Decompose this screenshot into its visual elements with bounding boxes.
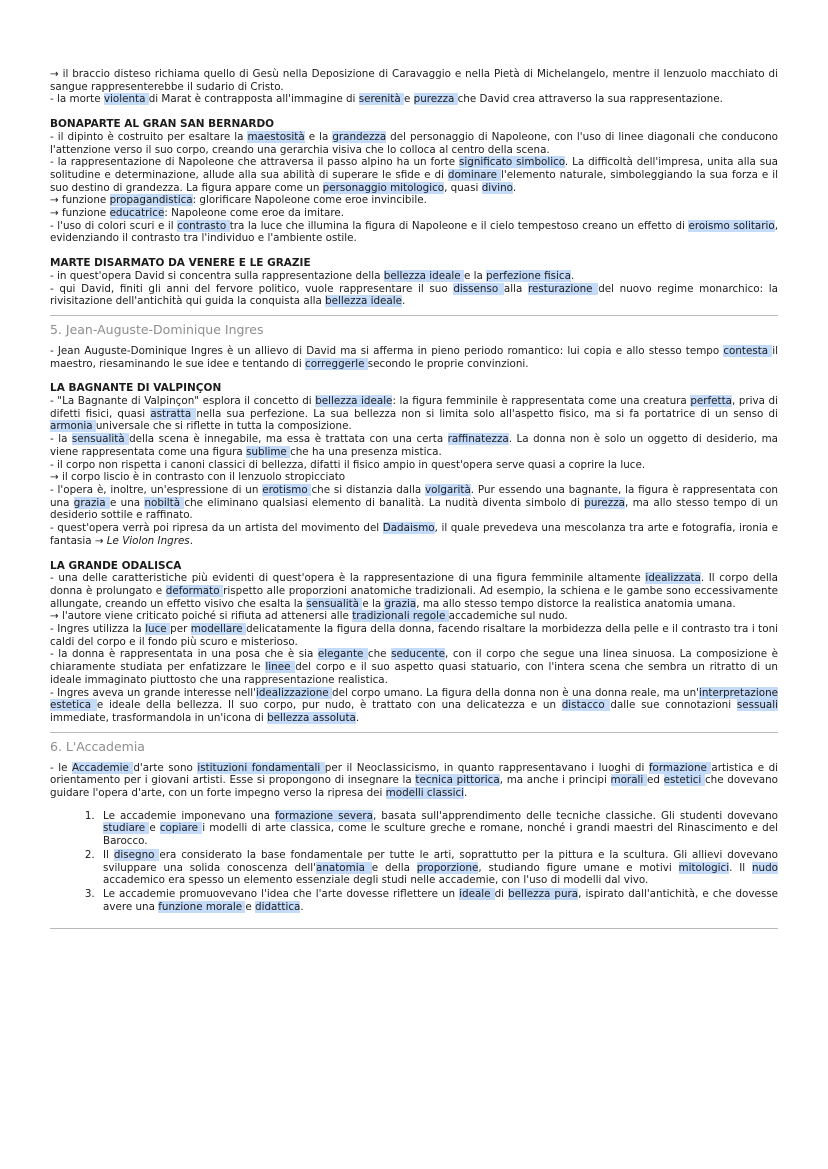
odalisca-heading: LA GRANDE ODALISCA	[50, 559, 182, 572]
section-6-heading: 6. L'Accademia	[50, 738, 145, 754]
bagnante-paragraph-4: → il corpo liscio è in contrasto con il lenzuolo stropicciato	[50, 471, 346, 484]
list-item: 3. Le accademie promuovevano l'idea che l'arte dovesse riflettere un ideale di bellezza pura, ispirato dall'antichità, e che dovesse avere una funzione morale e didattica.	[98, 888, 778, 913]
marte-paragraph-2: - qui David, finiti gli anni del fervore politico, vuole rappresentare il suo dissenso alla resturazione del nuovo regime monarchico: la rivisitazione dell'antichità qui guida la conquista alla bellezza ideale.	[50, 282, 778, 308]
bagnante-paragraph-3: - il corpo non rispetta i canoni classici di bellezza, difatti il fisico ampio in quest'opera serve quasi a coprire la luce.	[50, 458, 646, 471]
marte-paragraph-1: - in quest'opera David si concentra sulla rappresentazione della bellezza ideale e la perfezione fisica.	[50, 269, 575, 282]
bonaparte-heading: BONAPARTE AL GRAN SAN BERNARDO	[50, 118, 275, 131]
list-item: 2. Il disegno era considerato la base fondamentale per tutte le arti, soprattutto per la pittura e la scultura. Gli allievi dovevano sviluppare una solida conoscenza dell'anatomia e della proporzione, studiando figure umane e motivi mitologici. Il nudo accademico era spesso un elemento essenziale degli studi nelle accademie, con l'uso di modelli dal vivo.	[98, 849, 778, 887]
section-divider-3	[50, 928, 778, 929]
bonaparte-paragraph-3: → funzione propagandistica: glorificare Napoleone come eroe invincibile.	[50, 194, 427, 207]
odalisca-paragraph-3: - Ingres utilizza la luce per modellare delicatamente la figura della donna, facendo risaltare la morbidezza della pelle e il contrasto tra i toni caldi del corpo e il fondo più scuro e misterioso.	[50, 623, 778, 648]
odalisca-paragraph-5: - Ingres aveva un grande interesse nell'idealizzazione del corpo umano. La figura della donna non è una donna reale, ma un'interpretazione estetica e ideale della bellezza. Il suo corpo, pur nudo, è trattato con una delicatezza e un distacco dalle sue connotazioni sessuali immediate, trasformandola in un'icona di bellezza assoluta.	[50, 686, 778, 724]
odalisca-paragraph-1: - una delle caratteristiche più evidenti di quest'opera è la rappresentazione di una figura femminile altamente idealizzata. Il corpo della donna è prolungato e deformato rispetto alle proporzioni anatomiche tradizionali. Ad esempio, la schiena e le gambe sono eccessivamente allungate, creando un effetto visivo che esalta la sensualità e la grazia, ma allo stesso tempo distorce la realistica anatomia umana.	[50, 572, 778, 610]
intro-paragraph-1: → il braccio disteso richiama quello di Gesù nella Deposizione di Caravaggio e nella Pietà di Michelangelo, mentre il lenzuolo macchiato di sangue rappresenterebbe il sudario di Cristo.	[50, 68, 778, 93]
accademia-paragraph: - le Accademie d'arte sono istituzioni fondamentali per il Neoclassicismo, in quanto rappresentavano i luoghi di formazione artistica e di orientamento per i giovani artisti. Esse si propongono di insegnare la tecnica pittorica, ma anche i principi morali ed estetici che dovevano guidare l'opera d'arte, con un forte impegno verso la ripresa dei modelli classici.	[50, 761, 779, 800]
list-item: 1. Le accademie imponevano una formazione severa, basata sull'apprendimento delle tecniche classiche. Gli studenti dovevano studiare e copiare i modelli di arte classica, come le sculture greche e romane, nonché i grandi maestri del Rinascimento e del Barocco.	[98, 810, 778, 848]
section-5-heading: 5. Jean-Auguste-Dominique Ingres	[50, 321, 264, 337]
accademia-list	[50, 810, 778, 914]
bonaparte-paragraph-5: - l'uso di colori scuri e il contrasto tra la luce che illumina la figura di Napoleone e il cielo tempestoso creano un effetto di eroismo solitario, evidenziando il contrasto tra l'individuo e l'ambiente ostile.	[50, 219, 778, 245]
intro-paragraph-2: - la morte violenta di Marat è contrapposta all'immagine di serenità e purezza che David crea attraverso la sua rappresentazione.	[50, 93, 723, 106]
odalisca-paragraph-2: → l'autore viene criticato poiché si rifiuta ad attenersi alle tradizionali regole accademiche sul nudo.	[50, 610, 568, 623]
section-divider-1	[50, 315, 778, 316]
bagnante-heading: LA BAGNANTE DI VALPINÇON	[50, 382, 222, 395]
odalisca-paragraph-4: - la donna è rappresentata in una posa che è sia elegante che seducente, con il corpo che segue una linea sinuosa. La composizione è chiaramente studiata per enfatizzare le linee del corpo e il suo aspetto quasi statuario, con l'intera scena che sembra un ritratto di un ideale immaginato piuttosto che una rappresentazione realistica.	[50, 648, 778, 686]
section-divider-2	[50, 732, 778, 733]
bonaparte-paragraph-1: - il dipinto è costruito per esaltare la maestosità e la grandezza del personaggio di Napoleone, con l'uso di linee diagonali che conducono l'attenzione verso il suo corpo, creando una gerarchia visiva che lo colloca al centro della scena.	[50, 130, 778, 156]
bagnante-paragraph-5: - l'opera è, inoltre, un'espressione di un erotismo che si distanzia dalla volgarità. Pur essendo una bagnante, la figura è rappresentata con una grazia e una nobiltà che eliminano qualsiasi elemento di banalità. La nudità diventa simbolo di purezza, ma allo stesso tempo di un desiderio sottile e raffinato.	[50, 483, 778, 522]
ingres-intro-paragraph: - Jean Auguste-Dominique Ingres è un allievo di David ma si afferma in pieno periodo romantico: lui copia e allo stesso tempo contesta il maestro, riesaminando le sue idee e tentando di correggerle secondo le proprie convinzioni.	[50, 344, 779, 370]
bagnante-paragraph-6: - quest'opera verrà poi ripresa da un artista del movimento del Dadaismo, il quale prevedeva una mescolanza tra arte e fotografia, ironia e fantasia → Le Violon Ingres.	[50, 522, 778, 547]
bagnante-paragraph-2: - la sensualità della scena è innegabile, ma essa è trattata con una certa raffinatezza. La donna non è solo un oggetto di desiderio, ma viene rappresentata come una figura sublime che ha una presenza mistica.	[50, 433, 778, 458]
bagnante-paragraph-1: - "La Bagnante di Valpinçon" esplora il concetto di bellezza ideale: la figura femminile è rappresentata come una creatura perfetta, priva di difetti fisici, quasi astratta nella sua perfezione. La sua bellezza non si limita solo all'aspetto fisico, ma si fa portatrice di un senso di armonia universale che si riflette in tutta la composizione.	[50, 395, 778, 433]
marte-heading: MARTE DISARMATO DA VENERE E LE GRAZIE	[50, 257, 311, 270]
bonaparte-paragraph-2: - la rappresentazione di Napoleone che attraversa il passo alpino ha un forte significato simbolico. La difficoltà dell'impresa, unita alla sua solitudine e determinazione, allude alla sua abilità di superare le sfide e di dominare l'elemento naturale, simboleggiando la sua forza e il suo destino di grandezza. La figura appare come un personaggio mitologico, quasi divino.	[50, 156, 778, 194]
bonaparte-paragraph-4: → funzione educatrice: Napoleone come eroe da imitare.	[50, 207, 345, 220]
